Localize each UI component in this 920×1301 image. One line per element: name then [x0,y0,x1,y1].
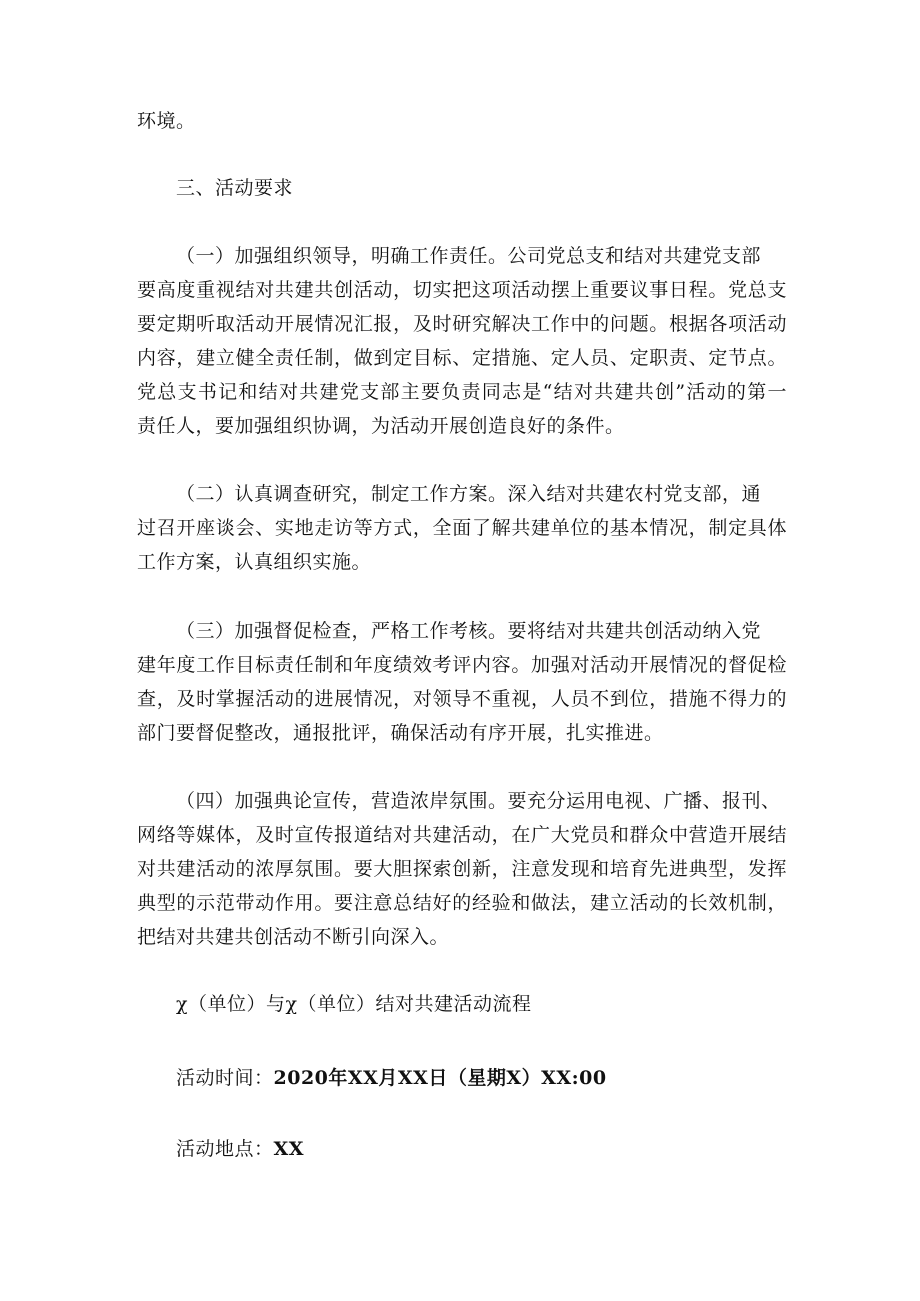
paragraph-line: 网络等媒体，及时宣传报道结对共建活动，在广大党员和群众中营造开展结 [137,824,787,846]
paragraph-line: （一）加强组织领导，明确工作责任。公司党总支和结对共建党支部 [176,245,762,267]
paragraph-line: 典型的示范带动作用。要注意总结好的经验和做法，建立活动的长效机制， [137,892,787,914]
activity-place-value: XX [273,1138,304,1160]
paragraph-line: 部门要督促整改，通报批评，确保活动有序开展，扎实推进。 [137,722,664,744]
paragraph-line: 环境。 [137,110,196,132]
paragraph-line: （三）加强督促检查，严格工作考核。要将结对共建共创活动纳入党 [176,620,762,642]
section-heading: 三、活动要求 [176,177,294,199]
paragraph-line: （四）加强典论宣传，营造浓岸氛围。要充分运用电视、广播、报刊、 [176,790,781,812]
paragraph-line: 要定期听取活动开展情况汇报，及时研究解决工作中的问题。根据各项活动 [137,313,787,335]
activity-place [176,1132,787,1166]
paragraph-line: 要高度重视结对共建共创活动，切实把这项活动摆上重要议事日程。党总支 [137,279,787,301]
paragraph-line: 过召开座谈会、实地走访等方式，全面了解共建单位的基本情况，制定具体 [137,517,787,539]
activity-time-label: 活动时间： [176,1067,274,1089]
paragraph-line: （二）认真调查研究，制定工作方案。深入结对共建农村党支部，通 [176,483,762,505]
paragraph-line: 工作方案，认真组织实施。 [137,551,372,573]
paragraph-line: 对共建活动的浓厚氛围。要大胆探索创新，注意发现和培育先进典型，发挥 [137,858,787,880]
paragraph-line: 内容，建立健全责任制，做到定目标、定措施、定人员、定职责、定节点。 [137,347,787,369]
activity-place-label: 活动地点： [176,1138,274,1160]
paragraph-line: 把结对共建共创活动不断引向深入。 [137,926,450,948]
activity-time-value: 2020年XX月XX日（星期X）XX:00 [273,1067,607,1089]
flow-title: χ（单位）与χ（单位）结对共建活动流程 [176,993,532,1015]
paragraph-line: 责任人，要加强组织协调，为活动开展创造良好的条件。 [137,415,625,437]
paragraph-line: 查，及时掌握活动的进展情况，对领导不重视，人员不到位，措施不得力的 [137,688,787,710]
paragraph-line: 党总支书记和结对共建党支部主要负责同志是“结对共建共创”活动的第一 [137,381,787,403]
activity-time [176,1061,787,1095]
paragraph-line: 建年度工作目标责任制和年度绩效考评内容。加强对活动开展情况的督促检 [137,654,787,676]
